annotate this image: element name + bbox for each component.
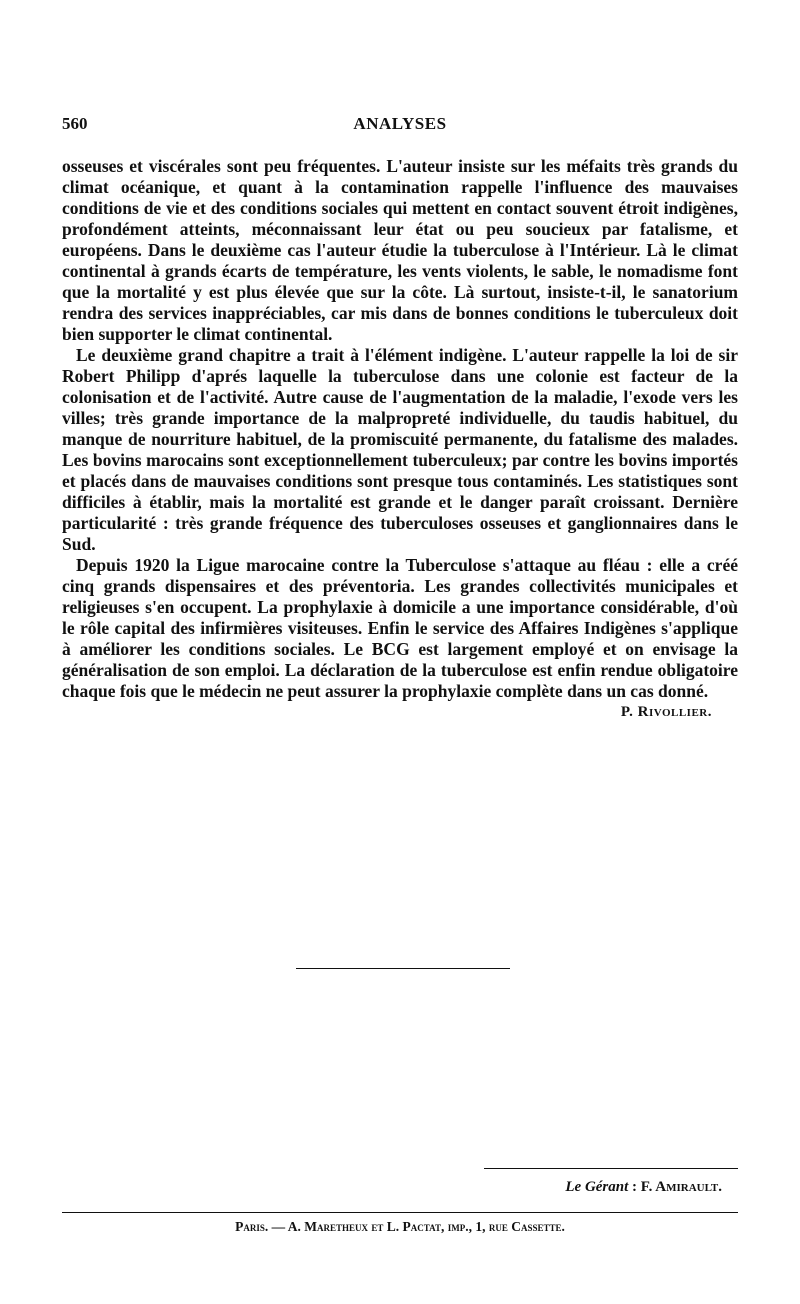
gerant-label: Le Gérant [565, 1179, 629, 1195]
gerant-separator: : [628, 1179, 641, 1195]
section-divider [296, 968, 510, 969]
author-signature: P. Rivollier. [620, 704, 712, 720]
paragraph-1: osseuses et viscérales sont peu fréquentes. L'auteur insiste sur les méfaits très grands du climat océanique, et quant à la contamination rappelle l'influence des mauvaises conditions de vie et des conditions sociales qui mettent en contact souvent étroit indigènes, profondément atteints, méconnaissant leur état ou peu soucieux par fatalisme, et européens. Dans le deuxième cas l'auteur étudie la tuberculose à l'Intérieur. Là le climat continental à grands écarts de température, les vents violents, le sable, le nomadisme font que la mortalité y est plus élevée que sur la côte. Là surtout, insiste-t-il, le sanatorium rendra des services inappréciables, car mis dans de bonnes conditions le tuberculeux doit bien supporter le climat continental. [62, 156, 738, 344]
printer-imprint: Paris. — A. Maretheux et L. Pactat, imp., 1, rue Cassette. [235, 1219, 565, 1234]
page-number: 560 [62, 114, 88, 133]
gerant-name: F. Amirault. [640, 1179, 722, 1195]
page-header [62, 114, 738, 140]
gerant-rule [484, 1168, 738, 1169]
paragraph-3: Depuis 1920 la Ligue marocaine contre la Tuberculose s'attaque au fléau : elle a créé cinq grands dispensaires et des préventoria. Les grandes collectivités municipales et religieuses s'en occupent. La prophylaxie à domicile a une importance considérable, d'où le rôle capital des infirmières visiteuses. Enfin le service des Affaires Indigènes s'applique à améliorer les conditions sociales. Le BCG est largement employé et on envisage la généralisation de son emploi. La déclaration de la tuberculose est enfin rendue obligatoire chaque fois que le médecin ne peut assurer la prophylaxie complète dans un cas donné. [62, 555, 738, 701]
paragraph-2: Le deuxième grand chapitre a trait à l'élément indigène. L'auteur rappelle la loi de sir Robert Philipp d'aprés laquelle la tuberculose dans une colonie est facteur de la colonisation et de l'activité. Autre cause de l'augmentation de la maladie, l'exode vers les villes; très grande importance de la malpropreté individuelle, du taudis habituel, du manque de nourriture habituel, de la promiscuité permanente, du fatalisme des malades. Les bovins marocains sont exceptionnellement tuberculeux; par contre les bovins importés et placés dans de mauvaises conditions sont presque tous contaminés. Les statistiques sont difficiles à établir, mais la mortalité est grande et le danger paraît croissant. Dernière particularité : très grande fréquence des tuberculoses osseuses et ganglionnaires dans le Sud. [62, 345, 738, 554]
gerant-line [480, 1179, 738, 1196]
running-title: ANALYSES [353, 114, 447, 133]
article-body [62, 156, 738, 723]
printer-rule [62, 1212, 738, 1213]
